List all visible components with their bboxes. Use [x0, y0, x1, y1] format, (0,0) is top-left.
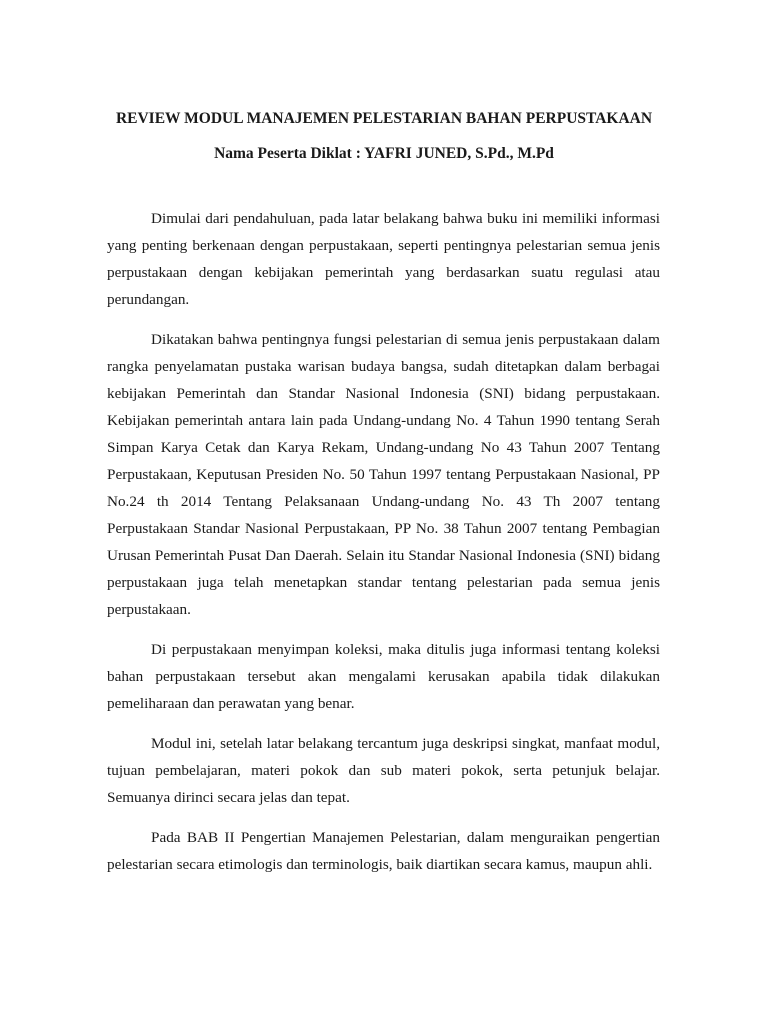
paragraph-chapter-two: Pada BAB II Pengertian Manajemen Pelestarian, dalam menguraikan pengertian pelestarian secara etimologis dan terminologis, baik diartikan secara kamus, maupun ahli.	[107, 829, 660, 873]
paragraph-policy: Dikatakan bahwa pentingnya fungsi pelestarian di semua jenis perpustakaan dalam rangka penyelamatan pustaka warisan budaya bangsa, sudah ditetapkan dalam berbagai kebijakan Pemerintah dan Standar Nasional Indonesia (SNI) bidang perpustakaan. Kebijakan pemerintah antara lain pada Undang-undang No. 4 Tahun 1990 tentang Serah Simpan Karya Cetak dan Karya Rekam, Undang-undang No 43 Tahun 2007 Tentang Perpustakaan, Keputusan Presiden No. 50 Tahun 1997 tentang Perpustakaan Nasional, PP No.24 th 2014 Tentang Pelaksanaan Undang-undang No. 43 Th 2007 tentang Perpustakaan Standar Nasional Perpustakaan, PP No. 38 Tahun 2007 tentang Pembagian Urusan Pemerintah Pusat Dan Daerah. Selain itu Standar Nasional Indonesia (SNI) bidang perpustakaan juga telah menetapkan standar tentang pelestarian pada semua jenis perpustakaan.	[107, 331, 660, 618]
paragraph-collection: Di perpustakaan menyimpan koleksi, maka ditulis juga informasi tentang koleksi bahan perpustakaan tersebut akan mengalami kerusakan apabila tidak dilakukan pemeliharaan dan perawatan yang benar.	[107, 641, 660, 712]
participant-name: Nama Peserta Diklat : YAFRI JUNED, S.Pd., M.Pd	[214, 145, 554, 162]
document-title: REVIEW MODUL MANAJEMEN PELESTARIAN BAHAN PERPUSTAKAAN	[115, 110, 653, 127]
paragraph-module: Modul ini, setelah latar belakang tercantum juga deskripsi singkat, manfaat modul, tujuan pembelajaran, materi pokok dan sub materi pokok, serta petunjuk belajar. Semuanya dirinci secara jelas dan tepat.	[107, 735, 660, 806]
paragraph-intro: Dimulai dari pendahuluan, pada latar belakang bahwa buku ini memiliki informasi yang penting berkenaan dengan perpustakaan, seperti pentingnya pelestarian semua jenis perpustakaan dengan kebijakan pemerintah yang berdasarkan suatu regulasi atau perundangan.	[107, 210, 660, 308]
document-body	[107, 205, 660, 891]
